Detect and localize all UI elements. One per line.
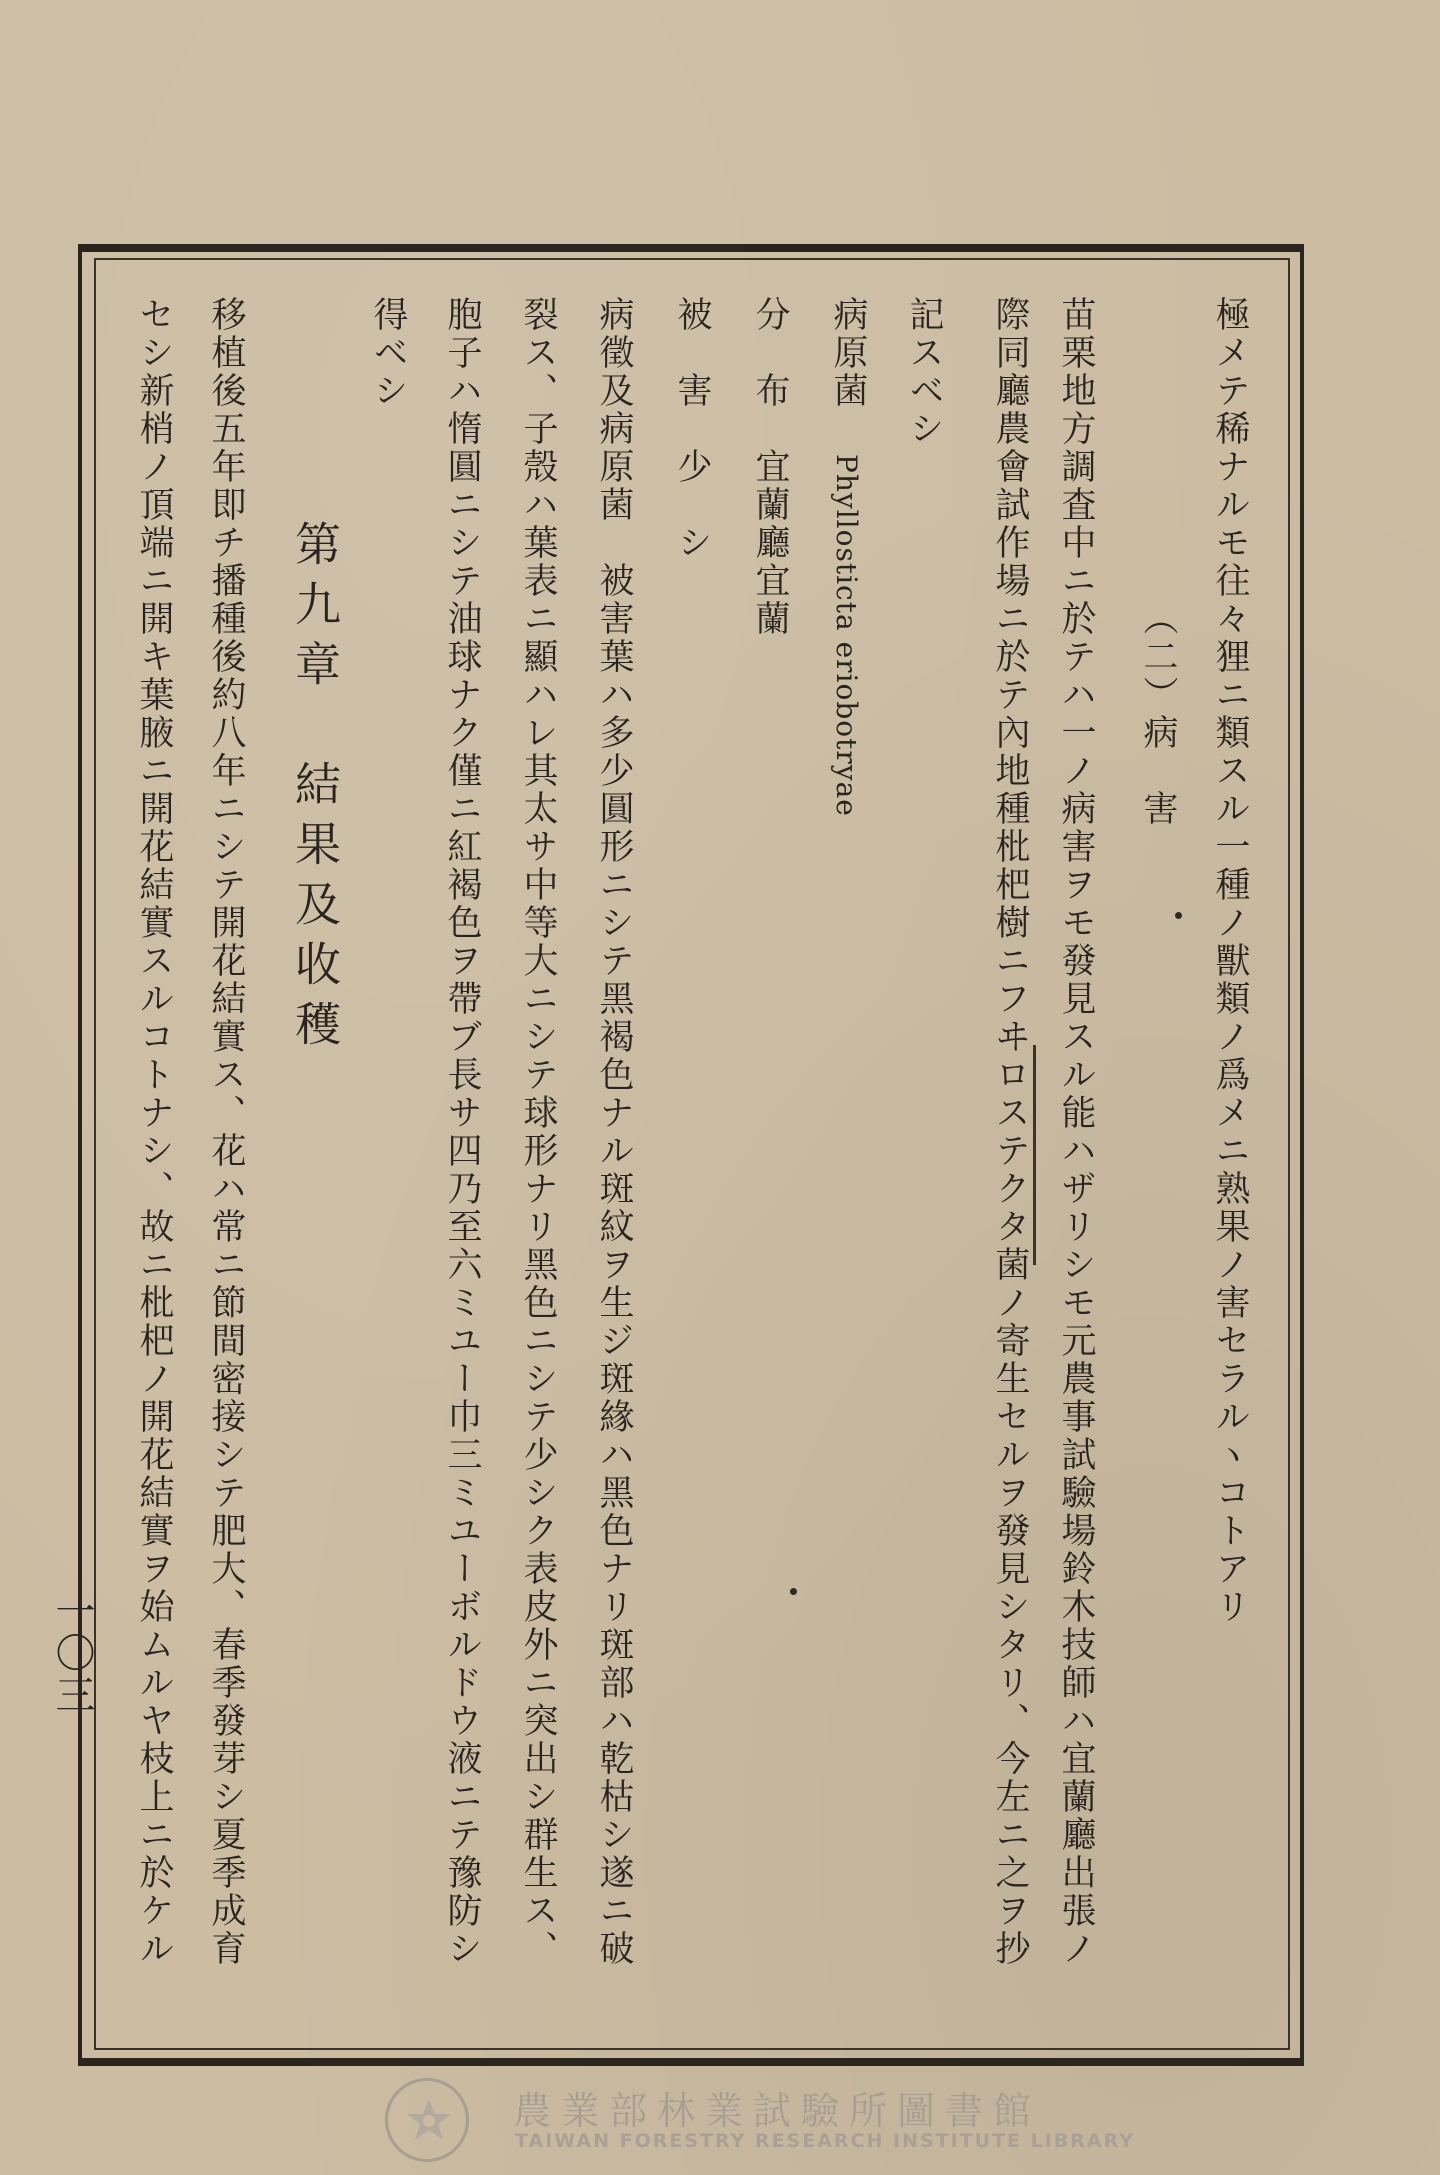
text-column-1: 極メテ稀ナルモ往々狸ニ類スル一種ノ獸類ノ爲メニ熟果ノ害セラルヽコトアリ	[1210, 296, 1250, 1626]
text-column-4: 際同廳農會試作場ニ於テ內地種枇杷樹ニフヰロステクタ菌ノ寄生セルヲ發見シタリ、今左ニ之ヲ抄	[990, 296, 1030, 1968]
library-name-chinese: 農業部林業試驗所圖書館	[513, 2089, 1042, 2133]
library-watermark	[385, 2078, 1135, 2164]
text-column-12: 得ベシ	[368, 296, 408, 410]
library-seal-icon	[385, 2078, 469, 2162]
page-number: 一〇三	[49, 1590, 95, 1716]
ink-dot	[790, 1588, 797, 1595]
page-border-bottom	[78, 2058, 1304, 2066]
text-column-3: 苗栗地方調査中ニ於テハ一ノ病害ヲモ發見スル能ハザリシモ元農事試驗場鈴木技師ハ宜蘭廳出張ノ	[1056, 296, 1096, 1968]
text-column-14: 移植後五年即チ播種後約八年ニシテ開花結實ス、花ハ常ニ節間密接シテ肥大、春季發芽シ夏季成育	[206, 296, 246, 1968]
distribution-line: 分 布 宜蘭廳宜蘭	[750, 296, 790, 638]
damage-line: 被 害 少 シ	[672, 296, 712, 562]
page-border-top	[78, 244, 1304, 252]
text-column-11: 胞子ハ惰圓ニシテ油球ナク僅ニ紅褐色ヲ帶ブ長サ四乃至六ミユー巾三ミユーボルドウ液ニテ豫防シ	[442, 296, 482, 1968]
library-name-english: TAIWAN FORESTRY RESEARCH INSTITUTE LIBRARY	[515, 2130, 1135, 2152]
pathogen-scientific-name: Phyllosticta eriobotryae	[830, 454, 863, 817]
underline-mark	[1033, 1045, 1036, 1265]
text-column-9: 病徵及病原菌 被害葉ハ多少圓形ニシテ黑褐色ナル斑紋ヲ生ジ斑緣ハ黑色ナリ斑部ハ乾枯シ遂ニ破	[594, 296, 634, 1968]
ink-dot	[1175, 912, 1182, 919]
chapter-heading: 第九章 結果及收穫	[288, 520, 342, 1060]
pathogen-label: 病原菌	[828, 296, 868, 410]
text-column-5: 記スベシ	[904, 296, 944, 448]
text-column-15: セシ新梢ノ頂端ニ開キ葉腋ニ開花結實スルコトナシ、故ニ枇杷ノ開花結實ヲ始ムルヤ枝上ニ於ケル	[134, 296, 174, 1968]
section-heading-disease: （二）病 害	[1138, 600, 1178, 828]
star-emblem-icon	[406, 2097, 452, 2143]
text-column-10: 裂ス、子殼ハ葉表ニ顯ハレ其太サ中等大ニシテ球形ナリ黑色ニシテ少シク表皮外ニ突出シ群生ス、	[518, 296, 558, 1968]
